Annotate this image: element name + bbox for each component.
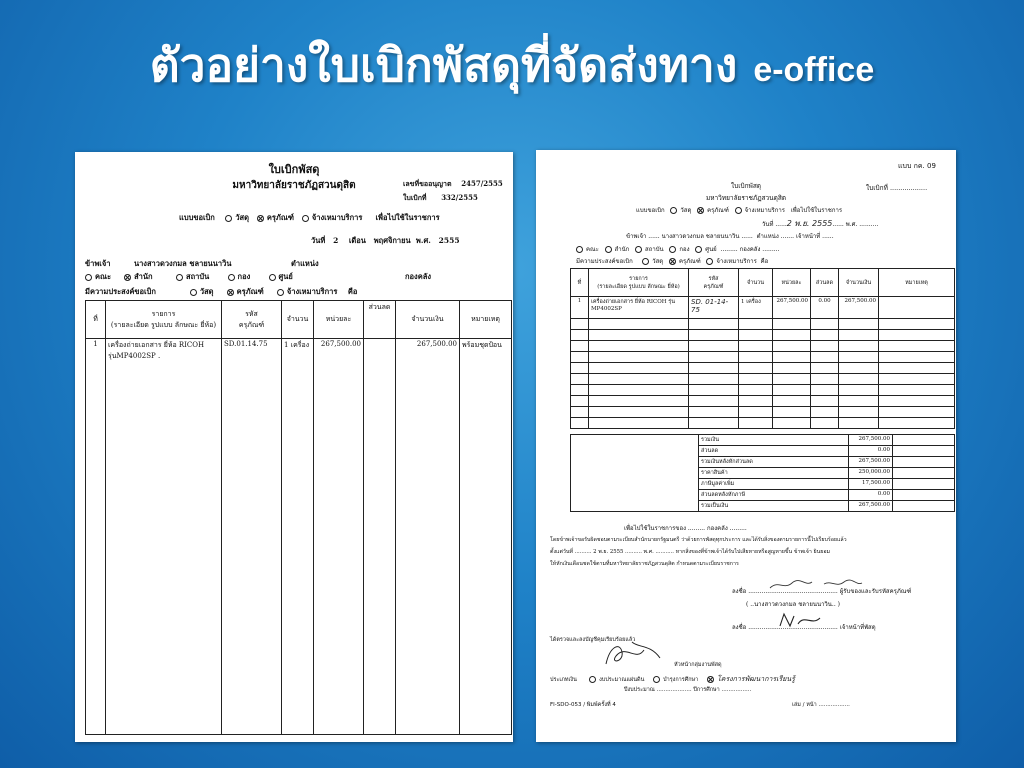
officer-signature-icon [776,610,826,630]
totals-row: รวมเงิน 267,500.00 [571,435,955,446]
radio-icon [302,215,309,222]
col-note: หมายเหตุ [460,301,512,339]
slide-title [0,40,1024,91]
table-row [571,396,955,407]
radio-icon [269,274,276,281]
totals-row: รวมเงินหลังหักส่วนลด 267,500.00 [571,457,955,468]
radio-icon [277,289,284,296]
slide-title-latin: e-office [753,51,875,89]
radio-icon [605,246,612,253]
head-label: หัวหน้ากลุ่มงานพัสดุ [674,662,722,668]
right-date-row: วันที่ ......2 พ.ย. 2555...... พ.ศ. .......... [762,219,879,228]
radio-checked-icon [124,274,131,281]
totals-row: รวมเป็นเงิน 267,500.00 [571,501,955,512]
receiver-name: ( ..นางสาวดวงกมล ชลายนนาวิน.. ) [746,601,840,608]
purpose-line: เพื่อไปใช้ในราชการของ ......... กองคลัง ......... [624,525,747,532]
radio-icon [695,246,702,253]
radio-icon [225,215,232,222]
totals-row: ราคาสินค้า 250,000.00 [571,468,955,479]
footer-code: FI-SDO-053 / พิมพ์ครั้งที่ 4 [550,702,616,708]
left-table-header [86,301,512,339]
table-row [571,407,955,418]
right-unit-row: คณะ สำนัก สถาบัน กอง ศูนย์ ......... กองคลัง ......... [576,244,779,254]
radio-icon [635,246,642,253]
table-row: 1 เครื่องถ่ายเอกสาร ยี่ห้อ RICOH รุ่นMP4002SP . SD.01.14.75 1 เครื่อง 267,500.00 267,500.00 พร้อมชุดป้อน [86,339,512,735]
officer-sign-row: ลงชื่อ ............................................... เจ้าหน้าที่พัสดุ [732,624,876,631]
left-unit-row: คณะ สำนัก สถาบัน กอง ศูนย์ [85,271,293,283]
table-row [571,363,955,374]
radio-icon [85,274,92,281]
table-row [571,330,955,341]
col-discount: ส่วนลด [364,301,396,339]
totals-row: ส่วนลด 0.00 [571,446,955,457]
radio-icon [228,274,235,281]
radio-icon [706,258,713,265]
radio-icon [669,246,676,253]
table-row [571,341,955,352]
radio-checked-icon [669,258,676,265]
left-position: ตำแหน่ง [291,259,319,268]
radio-icon [735,207,742,214]
left-items-table [85,300,512,735]
right-requester-row: ข้าพเจ้า ...... นางสาวดวงกมล ชลายนนาวิน ...... ตำแหน่ง ....... เจ้าหน้าที่ ...... [626,233,834,240]
right-table-header: ที่ รายการ (รายละเอียด รูปแบบ ลักษณะ ยี่ห้อ) รหัส ครุภัณฑ์ จำนวน หน่วยละ ส่วนลด จำนวนเงิน หมายเหตุ [571,269,955,297]
left-permit: เลขที่ขออนุญาต 2457/2555 [403,179,503,188]
table-row [571,374,955,385]
radio-icon [176,274,183,281]
totals-table [570,434,955,512]
receiver-signature-icon [766,578,866,592]
radio-icon [653,676,660,683]
col-item: รายการ (รายละเอียด รูปแบบ ลักษณะ ยี่ห้อ) [106,301,222,339]
slide-title-thai: ตัวอย่างใบเบิกพัสดุที่จัดส่งทาง [149,38,738,92]
radio-checked-icon [697,207,704,214]
radio-icon [642,258,649,265]
right-form-title: ใบเบิกพัสดุ [730,182,762,190]
receiver-sign-row: ลงชื่อ ............................................... ผู้รับของและรับรหัสครุภัณฑ์ [732,588,912,595]
table-row [571,385,955,396]
radio-icon [670,207,677,214]
footer-page: เล่ม / หน้า .................. [792,702,850,708]
left-form-university: มหาวิทยาลัยราชภัฏสวนดุสิต [232,180,356,191]
totals-row: ภาษีมูลค่าเพิ่ม 17,500.00 [571,479,955,490]
col-code: รหัส ครุภัณฑ์ [222,301,282,339]
col-no: ที่ [86,301,106,339]
right-requisition-form [536,150,956,742]
right-type-row: แบบขอเบิก วัสดุ ครุภัณฑ์ จ้างเหมาบริการ เพื่อไปใช้ในราชการ [636,207,843,214]
left-unit-value: กองคลัง [405,272,431,281]
radio-icon [589,676,596,683]
left-type-row: แบบขอเบิก วัสดุ ครุภัณฑ์ จ้างเหมาบริการ เพื่อไปใช้ในราชการ [179,213,440,222]
radio-icon [190,289,197,296]
table-row [571,352,955,363]
right-items-table [570,268,955,429]
left-requisition-form [75,152,513,742]
right-form-university: มหาวิทยาลัยราชภัฏสวนดุสิต [705,194,787,202]
right-request-no: ใบเบิกที่ .................. [866,184,928,192]
radio-icon [576,246,583,253]
approve-label: ได้ตรวจและลงบัญชีคุมเรียบร้อยแล้ว [550,637,636,643]
col-qty: จำนวน [282,301,314,339]
year-line: ปีงบประมาณ .................... ปีการศึกษา ................. [624,687,752,693]
left-requester-row: ข้าพเจ้า นางสาวดวงกมล ชลายนนาวิน [85,259,232,268]
table-row [571,418,955,429]
left-form-title: ใบเบิกพัสดุ [268,163,320,176]
table-row [571,319,955,330]
totals-row: ส่วนลดหลังหักภาษี 0.00 [571,490,955,501]
radio-checked-icon [707,676,714,683]
statement-line-3: ให้หักเงินเดือนชดใช้ตามที่มหาวิทยาลัยราชภัฏสวนดุสิต กำหนดตามระเบียบราชการ [550,561,739,567]
right-need-row: มีความประสงค์ขอเบิก วัสดุ ครุภัณฑ์ จ้างเหมาบริการ คือ [576,258,769,265]
col-amount: จำนวนเงิน [396,301,460,339]
left-need-row: มีความประสงค์ขอเบิก วัสดุ ครุภัณฑ์ จ้างเหมาบริการ คือ [85,287,358,296]
head-signature-icon [596,638,666,668]
statement-line-1: โดยข้าพเจ้าขอรับผิดชอบตามระเบียบสำนักนายกรัฐมนตรี ว่าด้วยการพัสดุทุกประการ และได้รับสิ่งของตามรายการนี้ไปเรียบร้อยแล้ว [550,537,847,543]
radio-checked-icon [227,289,234,296]
form-code: แบบ กค. 09 [898,162,936,170]
left-request-no: ใบเบิกที่ 332/2555 [403,193,478,202]
statement-line-2: ตั้งแต่วันที่ .......... 2 พ.ย. 2555 .......... พ.ศ. ........... หากสิ่งของที่ข้าพเจ้าได้รับไปเสียหายหรือสูญหายขึ้น ข้าพเจ้า ยินยอม [550,549,830,555]
table-row: 1 เครื่องถ่ายเอกสาร ยี่ห้อ RICOH รุ่น MP4002SP SD. 01-14-75 1 เครื่อง 267,500.00 0.00 267,500.00 [571,297,955,319]
radio-checked-icon [257,215,264,222]
col-unit-price: หน่วยละ [314,301,364,339]
budget-row: ประเภทเงิน งบประมาณแผ่นดิน บำรุงการศึกษา โครงการพัฒนาการเรียนรู้ [550,675,795,683]
left-date-row: วันที่ 2 เดือน พฤศจิกายน พ.ศ. 2555 [311,236,460,245]
